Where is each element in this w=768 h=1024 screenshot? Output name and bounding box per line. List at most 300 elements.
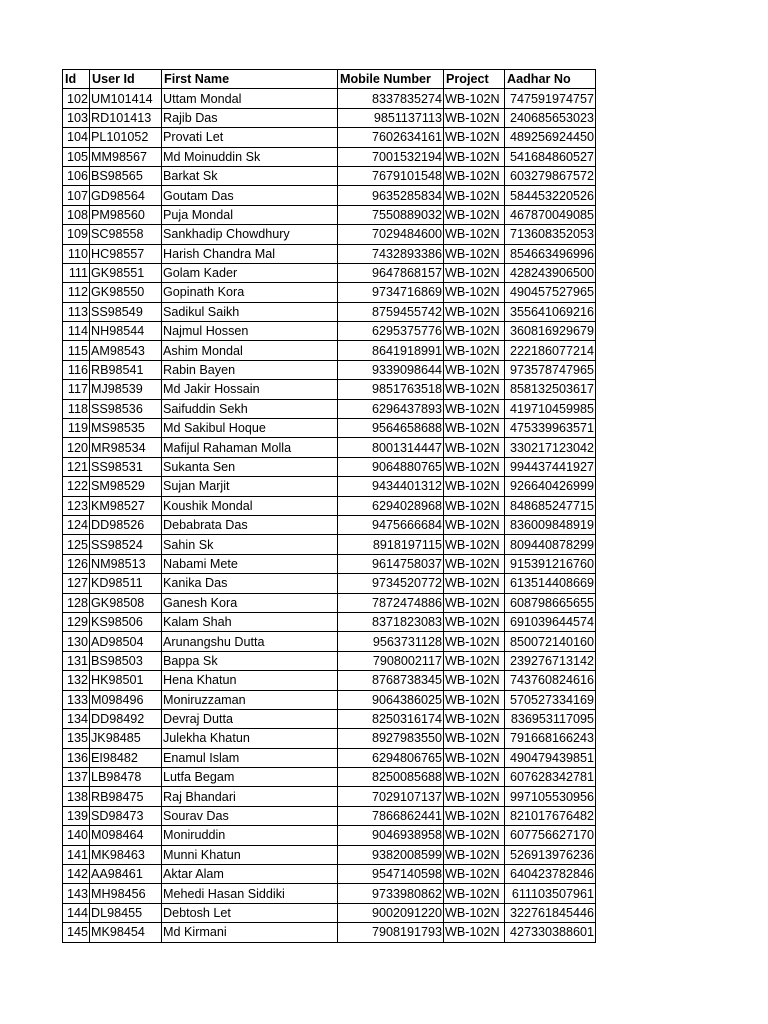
cell-project[interactable]: WB-102N <box>444 205 505 224</box>
cell-mobile-number[interactable]: 9064880765 <box>338 457 444 476</box>
cell-user-id[interactable]: KD98511 <box>90 574 162 593</box>
cell-aadhar-no[interactable]: 489256924450 <box>505 128 596 147</box>
table-row <box>63 89 596 108</box>
cell-mobile-number[interactable]: 9614758037 <box>338 554 444 573</box>
cell-user-id[interactable]: DD98492 <box>90 709 162 728</box>
cell-user-id[interactable]: SC98558 <box>90 225 162 244</box>
cell-project[interactable]: WB-102N <box>444 709 505 728</box>
cell-project[interactable]: WB-102N <box>444 515 505 534</box>
cell-user-id[interactable]: NH98544 <box>90 322 162 341</box>
cell-aadhar-no[interactable]: 848685247715 <box>505 496 596 515</box>
cell-user-id[interactable]: AA98461 <box>90 865 162 884</box>
cell-id[interactable]: 123 <box>63 496 90 515</box>
cell-aadhar-no[interactable]: 607756627170 <box>505 826 596 845</box>
cell-aadhar-no[interactable]: 322761845446 <box>505 903 596 922</box>
cell-user-id[interactable]: SS98531 <box>90 457 162 476</box>
cell-first-name[interactable]: Hena Khatun <box>162 671 338 690</box>
table-row <box>63 612 596 631</box>
cell-aadhar-no[interactable]: 330217123042 <box>505 438 596 457</box>
cell-project[interactable]: WB-102N <box>444 457 505 476</box>
cell-first-name[interactable]: Gopinath Kora <box>162 283 338 302</box>
cell-aadhar-no[interactable]: 836009848919 <box>505 515 596 534</box>
cell-aadhar-no[interactable]: 490457527965 <box>505 283 596 302</box>
cell-first-name[interactable]: Puja Mondal <box>162 205 338 224</box>
cell-project[interactable]: WB-102N <box>444 438 505 457</box>
cell-first-name[interactable]: Bappa Sk <box>162 651 338 670</box>
cell-user-id[interactable]: SM98529 <box>90 477 162 496</box>
cell-aadhar-no[interactable]: 836953117095 <box>505 709 596 728</box>
cell-aadhar-no[interactable]: 994437441927 <box>505 457 596 476</box>
cell-mobile-number[interactable]: 8927983550 <box>338 729 444 748</box>
cell-project[interactable]: WB-102N <box>444 593 505 612</box>
cell-mobile-number[interactable]: 9339098644 <box>338 360 444 379</box>
cell-first-name[interactable]: Md Moinuddin Sk <box>162 147 338 166</box>
cell-project[interactable]: WB-102N <box>444 263 505 282</box>
cell-first-name[interactable]: Sujan Marjit <box>162 477 338 496</box>
cell-aadhar-no[interactable]: 791668166243 <box>505 729 596 748</box>
cell-project[interactable]: WB-102N <box>444 89 505 108</box>
table-row <box>63 205 596 224</box>
cell-id[interactable]: 145 <box>63 923 90 942</box>
cell-id[interactable]: 120 <box>63 438 90 457</box>
cell-id[interactable]: 131 <box>63 651 90 670</box>
cell-mobile-number[interactable]: 8918197115 <box>338 535 444 554</box>
cell-id[interactable]: 116 <box>63 360 90 379</box>
cell-user-id[interactable]: UM101414 <box>90 89 162 108</box>
cell-aadhar-no[interactable]: 973578747965 <box>505 360 596 379</box>
cell-project[interactable]: WB-102N <box>444 884 505 903</box>
cell-project[interactable]: WB-102N <box>444 166 505 185</box>
cell-project[interactable]: WB-102N <box>444 671 505 690</box>
cell-user-id[interactable]: RB98475 <box>90 787 162 806</box>
cell-mobile-number[interactable]: 6296437893 <box>338 399 444 418</box>
cell-user-id[interactable]: MK98463 <box>90 845 162 864</box>
cell-project[interactable]: WB-102N <box>444 419 505 438</box>
cell-aadhar-no[interactable]: 603279867572 <box>505 166 596 185</box>
table-body <box>63 89 596 942</box>
cell-id[interactable]: 104 <box>63 128 90 147</box>
cell-mobile-number[interactable]: 7550889032 <box>338 205 444 224</box>
cell-mobile-number[interactable]: 9564658688 <box>338 419 444 438</box>
cell-first-name[interactable]: Kalam Shah <box>162 612 338 631</box>
cell-aadhar-no[interactable]: 850072140160 <box>505 632 596 651</box>
cell-mobile-number[interactable]: 8759455742 <box>338 302 444 321</box>
cell-first-name[interactable]: Debabrata Das <box>162 515 338 534</box>
cell-project[interactable]: WB-102N <box>444 826 505 845</box>
cell-aadhar-no[interactable]: 355641069216 <box>505 302 596 321</box>
cell-first-name[interactable]: Arunangshu Dutta <box>162 632 338 651</box>
cell-aadhar-no[interactable]: 997105530956 <box>505 787 596 806</box>
cell-aadhar-no[interactable]: 691039644574 <box>505 612 596 631</box>
cell-user-id[interactable]: GK98550 <box>90 283 162 302</box>
cell-first-name[interactable]: Koushik Mondal <box>162 496 338 515</box>
cell-id[interactable]: 108 <box>63 205 90 224</box>
cell-project[interactable]: WB-102N <box>444 574 505 593</box>
cell-project[interactable]: WB-102N <box>444 302 505 321</box>
cell-aadhar-no[interactable]: 222186077214 <box>505 341 596 360</box>
cell-first-name[interactable]: Lutfa Begam <box>162 768 338 787</box>
cell-user-id[interactable]: BS98503 <box>90 651 162 670</box>
cell-project[interactable]: WB-102N <box>444 787 505 806</box>
cell-id[interactable]: 110 <box>63 244 90 263</box>
cell-id[interactable]: 107 <box>63 186 90 205</box>
cell-project[interactable]: WB-102N <box>444 651 505 670</box>
cell-project[interactable]: WB-102N <box>444 748 505 767</box>
cell-id[interactable]: 129 <box>63 612 90 631</box>
cell-id[interactable]: 103 <box>63 108 90 127</box>
cell-id[interactable]: 139 <box>63 806 90 825</box>
cell-first-name[interactable]: Md Kirmani <box>162 923 338 942</box>
cell-mobile-number[interactable]: 6294806765 <box>338 748 444 767</box>
cell-aadhar-no[interactable]: 467870049085 <box>505 205 596 224</box>
cell-first-name[interactable]: Debtosh Let <box>162 903 338 922</box>
cell-first-name[interactable]: Saifuddin Sekh <box>162 399 338 418</box>
cell-id[interactable]: 119 <box>63 419 90 438</box>
cell-first-name[interactable]: Goutam Das <box>162 186 338 205</box>
cell-mobile-number[interactable]: 9851763518 <box>338 380 444 399</box>
cell-project[interactable]: WB-102N <box>444 399 505 418</box>
cell-aadhar-no[interactable]: 747591974757 <box>505 89 596 108</box>
table-row <box>63 244 596 263</box>
cell-mobile-number[interactable]: 7908002117 <box>338 651 444 670</box>
cell-project[interactable]: WB-102N <box>444 360 505 379</box>
cell-first-name[interactable]: Mafijul Rahaman Molla <box>162 438 338 457</box>
cell-first-name[interactable]: Julekha Khatun <box>162 729 338 748</box>
cell-id[interactable]: 141 <box>63 845 90 864</box>
cell-first-name[interactable]: Barkat Sk <box>162 166 338 185</box>
cell-aadhar-no[interactable]: 611103507961 <box>505 884 596 903</box>
cell-first-name[interactable]: Rabin Bayen <box>162 360 338 379</box>
cell-mobile-number[interactable]: 8337835274 <box>338 89 444 108</box>
cell-user-id[interactable]: KS98506 <box>90 612 162 631</box>
cell-mobile-number[interactable]: 9002091220 <box>338 903 444 922</box>
cell-id[interactable]: 144 <box>63 903 90 922</box>
cell-first-name[interactable]: Md Jakir Hossain <box>162 380 338 399</box>
cell-project[interactable]: WB-102N <box>444 865 505 884</box>
cell-first-name[interactable]: Golam Kader <box>162 263 338 282</box>
cell-aadhar-no[interactable]: 490479439851 <box>505 748 596 767</box>
cell-project[interactable]: WB-102N <box>444 477 505 496</box>
cell-user-id[interactable]: DL98455 <box>90 903 162 922</box>
cell-id[interactable]: 121 <box>63 457 90 476</box>
cell-aadhar-no[interactable]: 713608352053 <box>505 225 596 244</box>
cell-first-name[interactable]: Md Sakibul Hoque <box>162 419 338 438</box>
cell-user-id[interactable]: AD98504 <box>90 632 162 651</box>
cell-aadhar-no[interactable]: 239276713142 <box>505 651 596 670</box>
cell-aadhar-no[interactable]: 743760824616 <box>505 671 596 690</box>
cell-user-id[interactable]: JK98485 <box>90 729 162 748</box>
cell-id[interactable]: 136 <box>63 748 90 767</box>
table-row <box>63 457 596 476</box>
cell-id[interactable]: 102 <box>63 89 90 108</box>
cell-user-id[interactable]: SS98549 <box>90 302 162 321</box>
cell-user-id[interactable]: PL101052 <box>90 128 162 147</box>
cell-aadhar-no[interactable]: 419710459985 <box>505 399 596 418</box>
cell-first-name[interactable]: Ashim Mondal <box>162 341 338 360</box>
cell-user-id[interactable]: MS98535 <box>90 419 162 438</box>
cell-mobile-number[interactable]: 7432893386 <box>338 244 444 263</box>
cell-aadhar-no[interactable]: 821017676482 <box>505 806 596 825</box>
cell-first-name[interactable]: Provati Let <box>162 128 338 147</box>
cell-project[interactable]: WB-102N <box>444 108 505 127</box>
cell-id[interactable]: 112 <box>63 283 90 302</box>
cell-id[interactable]: 134 <box>63 709 90 728</box>
cell-project[interactable]: WB-102N <box>444 690 505 709</box>
cell-user-id[interactable]: RB98541 <box>90 360 162 379</box>
cell-aadhar-no[interactable]: 915391216760 <box>505 554 596 573</box>
cell-first-name[interactable]: Mehedi Hasan Siddiki <box>162 884 338 903</box>
cell-mobile-number[interactable]: 7029107137 <box>338 787 444 806</box>
table-row <box>63 806 596 825</box>
cell-mobile-number[interactable]: 7602634161 <box>338 128 444 147</box>
cell-project[interactable]: WB-102N <box>444 322 505 341</box>
cell-first-name[interactable]: Najmul Hossen <box>162 322 338 341</box>
cell-user-id[interactable]: DD98526 <box>90 515 162 534</box>
table-row <box>63 360 596 379</box>
cell-project[interactable]: WB-102N <box>444 225 505 244</box>
cell-first-name[interactable]: Moniruzzaman <box>162 690 338 709</box>
cell-user-id[interactable]: MK98454 <box>90 923 162 942</box>
cell-mobile-number[interactable]: 8250316174 <box>338 709 444 728</box>
table-row <box>63 651 596 670</box>
cell-mobile-number[interactable]: 9064386025 <box>338 690 444 709</box>
cell-first-name[interactable]: Aktar Alam <box>162 865 338 884</box>
cell-user-id[interactable]: LB98478 <box>90 768 162 787</box>
cell-user-id[interactable]: SS98536 <box>90 399 162 418</box>
cell-id[interactable]: 128 <box>63 593 90 612</box>
header-first-name[interactable]: First Name <box>162 70 338 89</box>
cell-first-name[interactable]: Kanika Das <box>162 574 338 593</box>
cell-aadhar-no[interactable]: 640423782846 <box>505 865 596 884</box>
cell-user-id[interactable]: HC98557 <box>90 244 162 263</box>
cell-project[interactable]: WB-102N <box>444 186 505 205</box>
cell-id[interactable]: 113 <box>63 302 90 321</box>
cell-user-id[interactable]: GK98551 <box>90 263 162 282</box>
cell-mobile-number[interactable]: 9734716869 <box>338 283 444 302</box>
cell-first-name[interactable]: Ganesh Kora <box>162 593 338 612</box>
cell-project[interactable]: WB-102N <box>444 612 505 631</box>
cell-user-id[interactable]: KM98527 <box>90 496 162 515</box>
cell-project[interactable]: WB-102N <box>444 806 505 825</box>
table-row <box>63 632 596 651</box>
cell-user-id[interactable]: RD101413 <box>90 108 162 127</box>
cell-id[interactable]: 118 <box>63 399 90 418</box>
cell-aadhar-no[interactable]: 475339963571 <box>505 419 596 438</box>
cell-first-name[interactable]: Sadikul Saikh <box>162 302 338 321</box>
cell-mobile-number[interactable]: 9046938958 <box>338 826 444 845</box>
cell-project[interactable]: WB-102N <box>444 729 505 748</box>
table-row <box>63 128 596 147</box>
cell-user-id[interactable]: EI98482 <box>90 748 162 767</box>
cell-first-name[interactable]: Devraj Dutta <box>162 709 338 728</box>
cell-project[interactable]: WB-102N <box>444 128 505 147</box>
table-row <box>63 903 596 922</box>
cell-id[interactable]: 130 <box>63 632 90 651</box>
cell-mobile-number[interactable]: 7908191793 <box>338 923 444 942</box>
cell-mobile-number[interactable]: 7029484600 <box>338 225 444 244</box>
table-row <box>63 709 596 728</box>
cell-id[interactable]: 137 <box>63 768 90 787</box>
table-row <box>63 186 596 205</box>
cell-aadhar-no[interactable]: 607628342781 <box>505 768 596 787</box>
cell-mobile-number[interactable]: 7866862441 <box>338 806 444 825</box>
cell-project[interactable]: WB-102N <box>444 632 505 651</box>
table-row <box>63 787 596 806</box>
cell-id[interactable]: 127 <box>63 574 90 593</box>
table-row <box>63 399 596 418</box>
cell-first-name[interactable]: Sukanta Sen <box>162 457 338 476</box>
cell-aadhar-no[interactable]: 608798665655 <box>505 593 596 612</box>
cell-first-name[interactable]: Sankhadip Chowdhury <box>162 225 338 244</box>
header-user-id[interactable]: User Id <box>90 70 162 89</box>
cell-user-id[interactable]: MH98456 <box>90 884 162 903</box>
cell-id[interactable]: 117 <box>63 380 90 399</box>
cell-id[interactable]: 105 <box>63 147 90 166</box>
cell-aadhar-no[interactable]: 240685653023 <box>505 108 596 127</box>
cell-user-id[interactable]: M098464 <box>90 826 162 845</box>
cell-project[interactable]: WB-102N <box>444 903 505 922</box>
table-row <box>63 768 596 787</box>
cell-project[interactable]: WB-102N <box>444 923 505 942</box>
table-row <box>63 322 596 341</box>
table-row <box>63 341 596 360</box>
cell-first-name[interactable]: Moniruddin <box>162 826 338 845</box>
cell-mobile-number[interactable]: 9547140598 <box>338 865 444 884</box>
cell-mobile-number[interactable]: 8250085688 <box>338 768 444 787</box>
cell-aadhar-no[interactable]: 526913976236 <box>505 845 596 864</box>
cell-mobile-number[interactable]: 9647868157 <box>338 263 444 282</box>
cell-mobile-number[interactable]: 8768738345 <box>338 671 444 690</box>
cell-mobile-number[interactable]: 9563731128 <box>338 632 444 651</box>
table-row <box>63 302 596 321</box>
cell-mobile-number[interactable]: 7679101548 <box>338 166 444 185</box>
cell-user-id[interactable]: HK98501 <box>90 671 162 690</box>
cell-first-name[interactable]: Uttam Mondal <box>162 89 338 108</box>
cell-project[interactable]: WB-102N <box>444 535 505 554</box>
table-row <box>63 923 596 942</box>
cell-project[interactable]: WB-102N <box>444 845 505 864</box>
cell-aadhar-no[interactable]: 427330388601 <box>505 923 596 942</box>
cell-user-id[interactable]: SS98524 <box>90 535 162 554</box>
cell-id[interactable]: 122 <box>63 477 90 496</box>
cell-user-id[interactable]: PM98560 <box>90 205 162 224</box>
cell-id[interactable]: 143 <box>63 884 90 903</box>
cell-user-id[interactable]: SD98473 <box>90 806 162 825</box>
cell-id[interactable]: 126 <box>63 554 90 573</box>
cell-aadhar-no[interactable]: 584453220526 <box>505 186 596 205</box>
cell-aadhar-no[interactable]: 541684860527 <box>505 147 596 166</box>
cell-user-id[interactable]: BS98565 <box>90 166 162 185</box>
cell-id[interactable]: 106 <box>63 166 90 185</box>
cell-mobile-number[interactable]: 9382008599 <box>338 845 444 864</box>
cell-id[interactable]: 132 <box>63 671 90 690</box>
records-table <box>62 69 596 943</box>
cell-first-name[interactable]: Sourav Das <box>162 806 338 825</box>
cell-user-id[interactable]: GD98564 <box>90 186 162 205</box>
cell-id[interactable]: 111 <box>63 263 90 282</box>
header-aadhar-no[interactable]: Aadhar No <box>505 70 596 89</box>
table-row <box>63 884 596 903</box>
cell-id[interactable]: 109 <box>63 225 90 244</box>
cell-project[interactable]: WB-102N <box>444 380 505 399</box>
cell-project[interactable]: WB-102N <box>444 147 505 166</box>
cell-id[interactable]: 115 <box>63 341 90 360</box>
cell-project[interactable]: WB-102N <box>444 244 505 263</box>
cell-user-id[interactable]: NM98513 <box>90 554 162 573</box>
cell-mobile-number[interactable]: 6295375776 <box>338 322 444 341</box>
cell-mobile-number[interactable]: 8371823083 <box>338 612 444 631</box>
cell-mobile-number[interactable]: 9733980862 <box>338 884 444 903</box>
cell-mobile-number[interactable]: 9635285834 <box>338 186 444 205</box>
cell-first-name[interactable]: Raj Bhandari <box>162 787 338 806</box>
cell-aadhar-no[interactable]: 854663496996 <box>505 244 596 263</box>
cell-id[interactable]: 124 <box>63 515 90 534</box>
cell-project[interactable]: WB-102N <box>444 283 505 302</box>
cell-project[interactable]: WB-102N <box>444 496 505 515</box>
cell-project[interactable]: WB-102N <box>444 768 505 787</box>
cell-aadhar-no[interactable]: 809440878299 <box>505 535 596 554</box>
cell-first-name[interactable]: Rajib Das <box>162 108 338 127</box>
table-row <box>63 671 596 690</box>
cell-id[interactable]: 135 <box>63 729 90 748</box>
header-project[interactable]: Project <box>444 70 505 89</box>
cell-aadhar-no[interactable]: 360816929679 <box>505 322 596 341</box>
cell-id[interactable]: 133 <box>63 690 90 709</box>
cell-id[interactable]: 114 <box>63 322 90 341</box>
cell-mobile-number[interactable]: 8641918991 <box>338 341 444 360</box>
cell-mobile-number[interactable]: 6294028968 <box>338 496 444 515</box>
cell-first-name[interactable]: Enamul Islam <box>162 748 338 767</box>
table-row <box>63 496 596 515</box>
cell-project[interactable]: WB-102N <box>444 341 505 360</box>
cell-first-name[interactable]: Harish Chandra Mal <box>162 244 338 263</box>
cell-mobile-number[interactable]: 9734520772 <box>338 574 444 593</box>
cell-user-id[interactable]: MR98534 <box>90 438 162 457</box>
cell-user-id[interactable]: MM98567 <box>90 147 162 166</box>
cell-mobile-number[interactable]: 7001532194 <box>338 147 444 166</box>
cell-id[interactable]: 140 <box>63 826 90 845</box>
cell-first-name[interactable]: Munni Khatun <box>162 845 338 864</box>
table-row <box>63 826 596 845</box>
cell-aadhar-no[interactable]: 926640426999 <box>505 477 596 496</box>
header-mobile-number[interactable]: Mobile Number <box>338 70 444 89</box>
cell-user-id[interactable]: MJ98539 <box>90 380 162 399</box>
cell-user-id[interactable]: M098496 <box>90 690 162 709</box>
cell-first-name[interactable]: Nabami Mete <box>162 554 338 573</box>
cell-project[interactable]: WB-102N <box>444 554 505 573</box>
cell-mobile-number[interactable]: 9851137113 <box>338 108 444 127</box>
table-row <box>63 283 596 302</box>
cell-mobile-number[interactable]: 8001314447 <box>338 438 444 457</box>
header-id[interactable]: Id <box>63 70 90 89</box>
table-header <box>63 70 596 89</box>
cell-mobile-number[interactable]: 7872474886 <box>338 593 444 612</box>
cell-aadhar-no[interactable]: 428243906500 <box>505 263 596 282</box>
header-row <box>63 70 596 89</box>
table-row <box>63 166 596 185</box>
cell-id[interactable]: 142 <box>63 865 90 884</box>
cell-user-id[interactable]: AM98543 <box>90 341 162 360</box>
cell-user-id[interactable]: GK98508 <box>90 593 162 612</box>
cell-aadhar-no[interactable]: 613514408669 <box>505 574 596 593</box>
cell-aadhar-no[interactable]: 858132503617 <box>505 380 596 399</box>
cell-aadhar-no[interactable]: 570527334169 <box>505 690 596 709</box>
cell-id[interactable]: 125 <box>63 535 90 554</box>
cell-mobile-number[interactable]: 9475666684 <box>338 515 444 534</box>
cell-id[interactable]: 138 <box>63 787 90 806</box>
cell-mobile-number[interactable]: 9434401312 <box>338 477 444 496</box>
cell-first-name[interactable]: Sahin Sk <box>162 535 338 554</box>
